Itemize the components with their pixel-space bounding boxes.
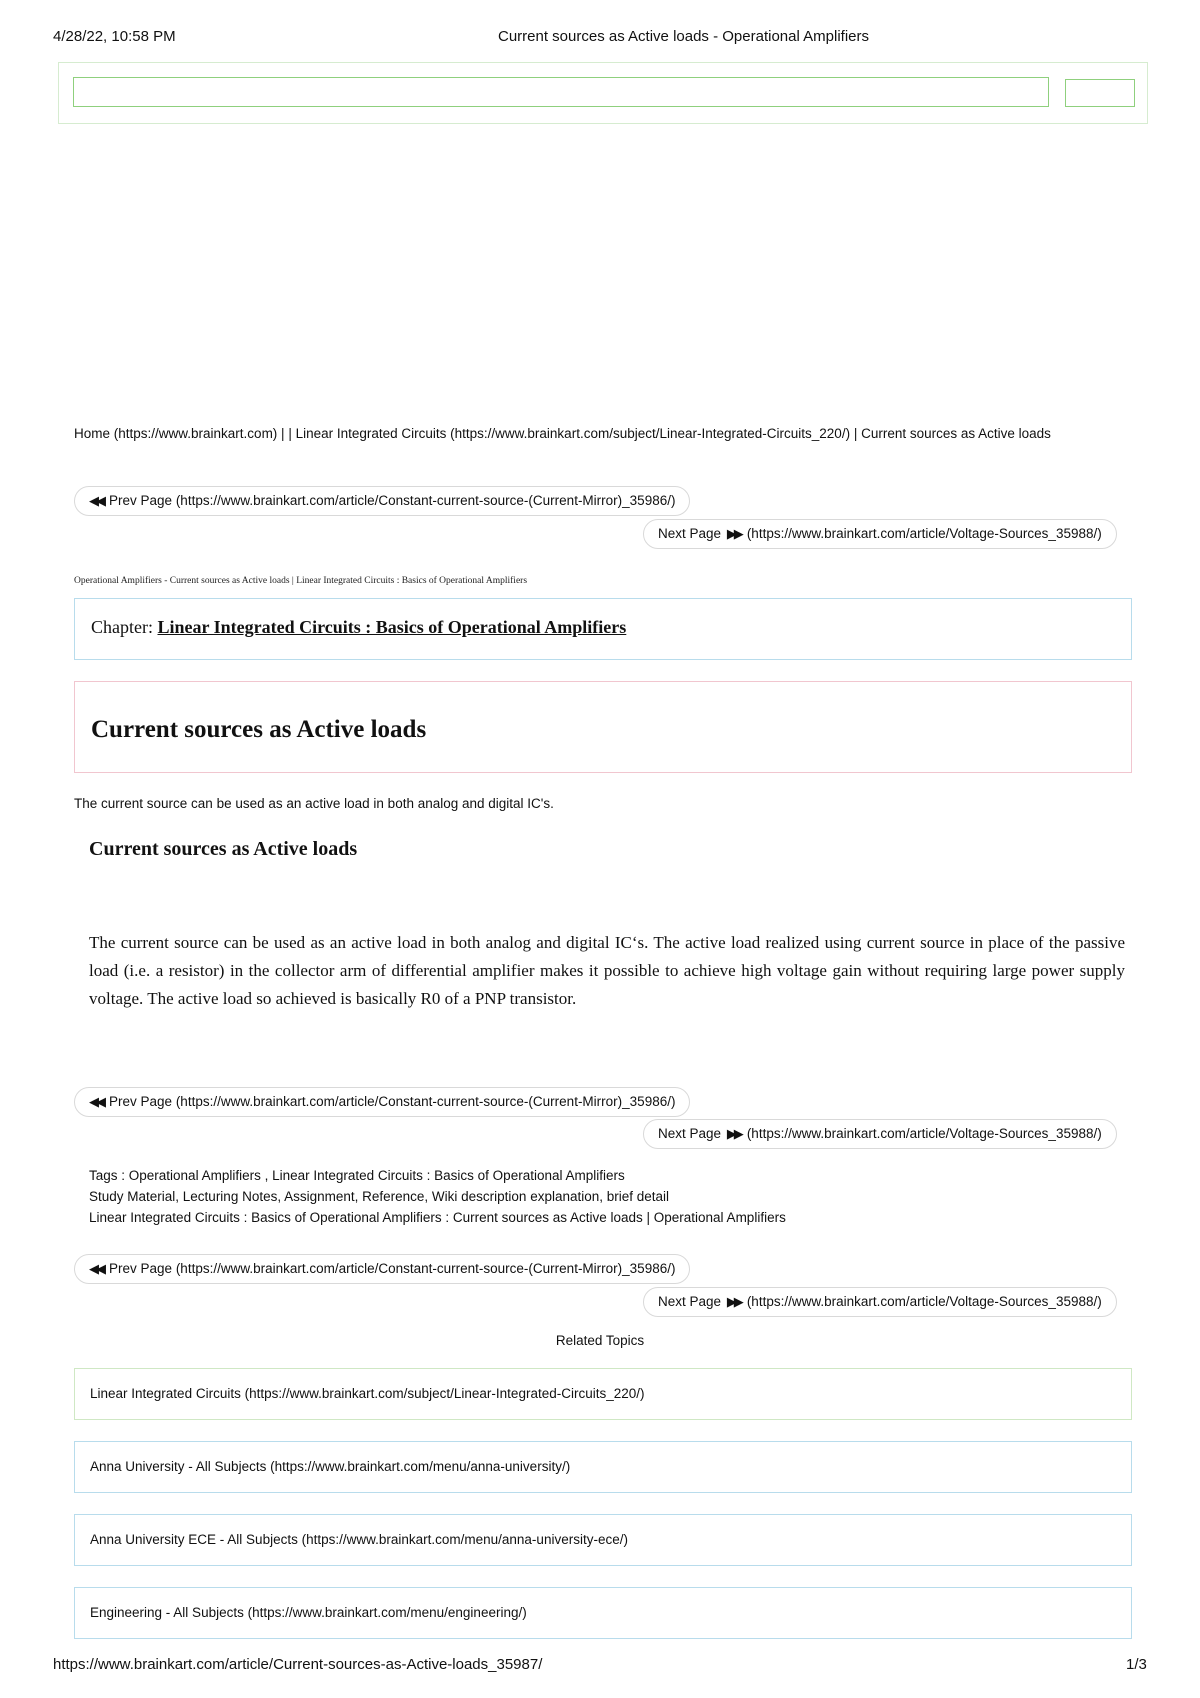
next-page-link[interactable] [643,1287,1117,1317]
double-left-arrow-icon: ◀◀ [89,1094,103,1109]
prev-page-link[interactable] [74,486,690,516]
related-topic-link[interactable]: Anna University - All Subjects (https://www.brainkart.com/menu/anna-university/) [74,1441,1132,1493]
article-title: Current sources as Active loads [91,716,427,743]
double-left-arrow-icon: ◀◀ [89,493,103,508]
prev-page-link[interactable] [74,1087,690,1117]
related-topic-link[interactable]: Anna University ECE - All Subjects (https://www.brainkart.com/menu/anna-university-ece/) [74,1514,1132,1566]
print-datetime: 4/28/22, 10:58 PM [53,28,176,45]
prev-page-label: Prev Page [109,493,173,508]
next-page-url: (https://www.brainkart.com/article/Voltage-Sources_35988/) [746,1126,1102,1141]
prev-page-link[interactable] [74,1254,690,1284]
next-page-label: Next Page [658,1126,722,1141]
tags-block [89,1165,786,1228]
prev-page-url: (https://www.brainkart.com/article/Constant-current-source-(Current-Mirror)_35986/) [175,1261,676,1276]
article-intro: The current source can be used as an active load in both analog and digital IC's. [74,796,554,811]
chapter-label: Chapter: [91,617,153,637]
related-topic-link[interactable]: Linear Integrated Circuits (https://www.brainkart.com/subject/Linear-Integrated-Circuits_220/) [74,1368,1132,1420]
double-right-arrow-icon: ▶▶ [726,1294,741,1309]
next-page-label: Next Page [658,526,722,541]
article-subheading: Current sources as Active loads [89,838,358,860]
article-meta-line: Operational Amplifiers - Current sources as Active loads | Linear Integrated Circuits : Basics of Operational Amplifiers [74,576,528,586]
print-page-number: 1/3 [1126,1656,1147,1673]
prev-page-url: (https://www.brainkart.com/article/Constant-current-source-(Current-Mirror)_35986/) [175,1094,676,1109]
breadcrumb[interactable]: Home (https://www.brainkart.com) | | Linear Integrated Circuits (https://www.brainkart.com/subject/Linear-Integrated-Circuits_220/) | Current sources as Active loads [74,426,1051,441]
print-page-title: Current sources as Active loads - Operational Amplifiers [498,28,869,45]
search-button[interactable] [1065,79,1135,107]
tags-line[interactable]: Tags : Operational Amplifiers , Linear Integrated Circuits : Basics of Operational Amplifiers [89,1168,625,1183]
double-right-arrow-icon: ▶▶ [726,526,741,541]
print-url: https://www.brainkart.com/article/Current-sources-as-Active-loads_35987/ [53,1656,543,1673]
search-bar [58,62,1148,124]
chapter-box [74,598,1132,660]
prev-page-label: Prev Page [109,1261,173,1276]
search-input[interactable] [73,77,1049,107]
next-page-url: (https://www.brainkart.com/article/Voltage-Sources_35988/) [746,526,1102,541]
related-topic-link[interactable]: Engineering - All Subjects (https://www.brainkart.com/menu/engineering/) [74,1587,1132,1639]
next-page-link[interactable] [643,519,1117,549]
prev-page-url: (https://www.brainkart.com/article/Constant-current-source-(Current-Mirror)_35986/) [175,493,676,508]
related-topics-title: Related Topics [555,1333,645,1348]
tags-line: Linear Integrated Circuits : Basics of Operational Amplifiers : Current sources as Active loads | Operational Amplifiers [89,1210,786,1225]
tags-line: Study Material, Lecturing Notes, Assignment, Reference, Wiki description explanation, brief detail [89,1189,670,1204]
next-page-link[interactable] [643,1119,1117,1149]
chapter-link[interactable]: Linear Integrated Circuits : Basics of Operational Amplifiers [157,617,627,637]
next-page-label: Next Page [658,1294,722,1309]
double-left-arrow-icon: ◀◀ [89,1261,103,1276]
prev-page-label: Prev Page [109,1094,173,1109]
next-page-url: (https://www.brainkart.com/article/Voltage-Sources_35988/) [746,1294,1102,1309]
double-right-arrow-icon: ▶▶ [726,1126,741,1141]
title-box [74,681,1132,773]
article-body: The current source can be used as an active load in both analog and digital IC‘s. The active load realized using current source in place of the passive load (i.e. a resistor) in the collector arm of differential amplifier makes it possible to achieve high voltage gain without requiring large power supply voltage. The active load so achieved is basically R0 of a PNP transistor. [89,933,1125,1008]
